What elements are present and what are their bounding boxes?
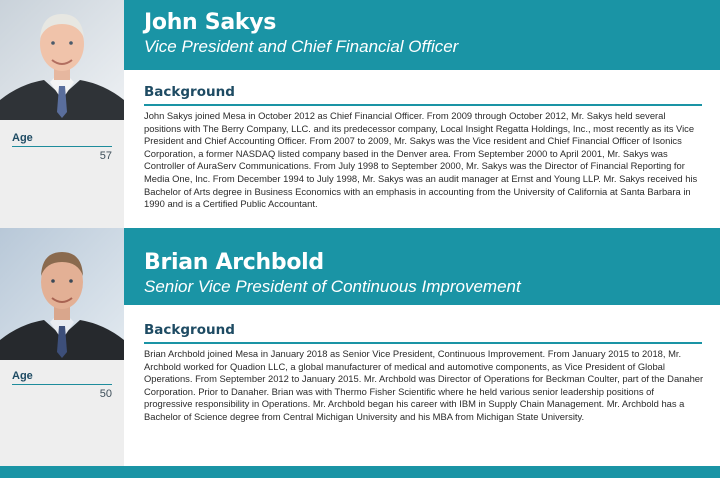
age-value: 57 [99, 150, 112, 162]
name-banner [124, 0, 720, 70]
age-divider [12, 146, 112, 147]
background-text: John Sakys joined Mesa in October 2012 as Chief Financial Officer. From 2009 through October 2012, Mr. Sakys held several positions with The Berry Company, LLC. and its predecessor company, Local Insight Regatta Holdings, Inc., most recently as its Vice President and Chief Accounting Officer. From 2007 to 2009, Mr. Sakys was the Vice resident and Chief Financial Officer of Isonics Corporation, a former NASDAQ listed company based in the Denver area. From September 2000 to April 2001, Mr. Sakys was Controller of AuraServ Communications. From July 1998 to September 2000, Mr. Sakys was the Director of Financial Reporting for Media One, Inc. From December 1994 to July 1998, Mr. Sakys was an audit manager at Ernst and Young LLP. Mr. Sakys received his Bachelor of Arts degree in Business Economics with an emphasis in accounting from the University of California at Santa Barbara in 1990 and is a Certified Public Accountant. [144, 110, 698, 210]
executive-profile-john-sakys [0, 0, 720, 228]
profile-sidebar [0, 0, 124, 228]
age-value: 50 [99, 388, 112, 400]
executive-title: Senior Vice President of Continuous Improvement [144, 277, 521, 296]
executive-title: Vice President and Chief Financial Officer [144, 37, 459, 56]
profile-sidebar [0, 228, 124, 466]
background-heading: Background [144, 84, 235, 100]
executive-name: John Sakys [144, 10, 277, 35]
headshot-photo [0, 228, 124, 360]
background-divider [144, 342, 702, 344]
age-divider [12, 384, 112, 385]
background-text: Brian Archbold joined Mesa in January 2018 as Senior Vice President, Continuous Improvement. From January 2015 to 2018, Mr. Archbold worked for Quadion LLC, a global manufacturer of medical and automotive components, as Vice President of Global Operations. From September 2012 to January 2015. Mr. Archbold was Director of Operations for Beckman Coulter, part of the Danaher Corporation. Prior to Danaher. Brian was with Thermo Fisher Scientific where he held various senior leadership positions of progressive responsibility in Operations. Mr. Archbold began his career with IBM in Supply Chain Management. Mr. Archbold has a Bachelor of Science degree from Central Michigan University and his MBA from Michigan State University. [144, 348, 704, 422]
name-banner [124, 228, 720, 305]
executive-profile-brian-archbold [0, 228, 720, 466]
headshot-photo [0, 0, 124, 120]
age-label: Age [12, 132, 33, 144]
footer-accent-bar [0, 466, 720, 478]
executive-name: Brian Archbold [144, 250, 324, 275]
background-divider [144, 104, 702, 106]
background-heading: Background [144, 322, 235, 338]
age-label: Age [12, 370, 33, 382]
